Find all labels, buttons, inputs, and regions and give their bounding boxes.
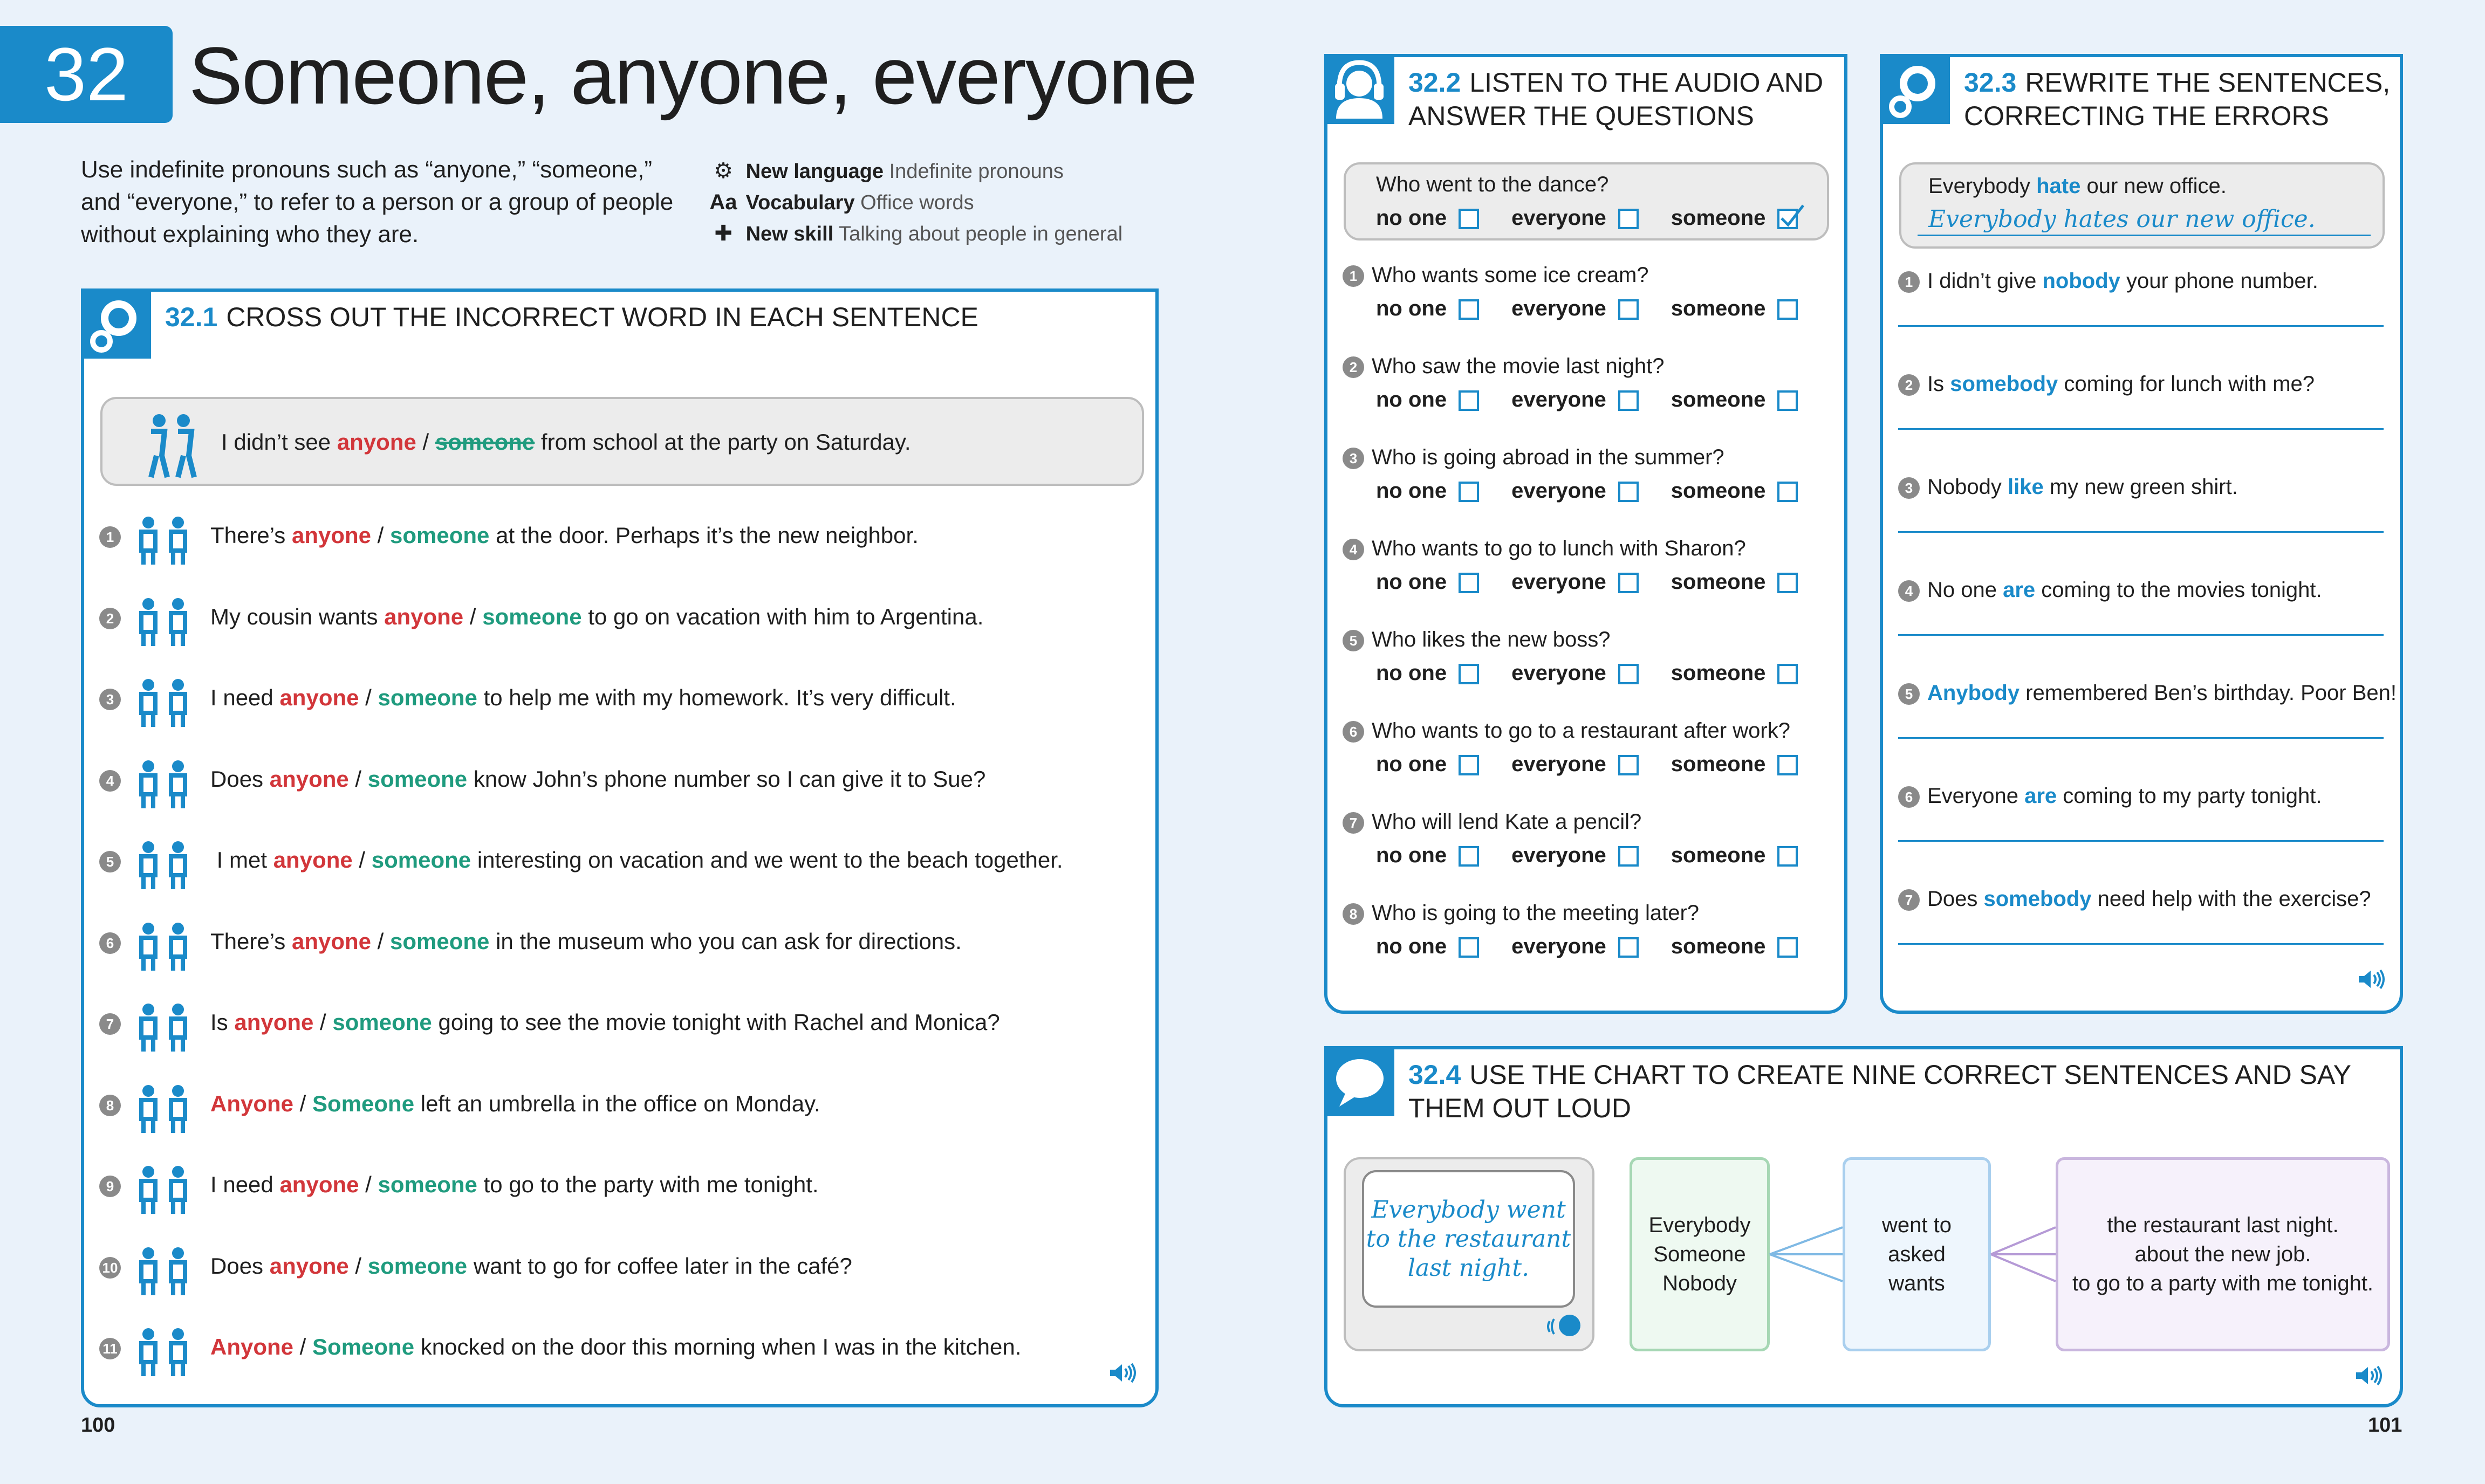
item-number: 6 <box>99 932 121 954</box>
answer-checkbox[interactable] <box>1459 755 1479 775</box>
sentence-text: knocked on the door this morning when I was in the kitchen. <box>414 1334 1022 1360</box>
rewrite-item <box>1898 677 2397 709</box>
sentence-text: to go on vacation with him to Argentina. <box>581 603 984 629</box>
sentence-text: I didn’t give <box>1927 269 2043 293</box>
option-label: someone <box>1671 206 1766 230</box>
rewrite-item <box>1898 265 2318 297</box>
answer-line[interactable] <box>1898 840 2384 842</box>
option-label: someone <box>1671 752 1766 776</box>
exercise-item <box>99 1076 820 1135</box>
chart-column-verbs: went to asked wants <box>1843 1157 1991 1351</box>
slash: / <box>463 603 483 629</box>
sentence-text: your phone number. <box>2120 269 2318 293</box>
item-number: 9 <box>99 1176 121 1197</box>
exercise-32-1-panel <box>81 288 1159 1407</box>
sentence-text: remembered Ben’s birthday. Poor Ben! <box>2020 681 2397 705</box>
sentence-text: interesting on vacation and we went to the beach together. <box>471 847 1063 873</box>
slash: / <box>293 1334 313 1360</box>
option-label: someone <box>1671 297 1766 320</box>
question-item <box>1343 534 1746 562</box>
answer-checkbox[interactable] <box>1459 390 1479 411</box>
speaking-head-icon <box>1545 1310 1583 1343</box>
exercise-32-2-panel <box>1324 54 1847 1014</box>
option-label: someone <box>1671 843 1766 867</box>
sample-rewrite-box <box>1899 162 2385 249</box>
question-item <box>1343 261 1649 289</box>
exercise-item <box>99 751 985 810</box>
chart-column-endings: the restaurant last night. about the new job. to go to a party with me tonight. <box>2056 1157 2390 1351</box>
answer-options <box>1376 568 1830 596</box>
option-label: everyone <box>1511 388 1606 411</box>
puzzle-icon: ✚ <box>714 222 733 245</box>
option-label: everyone <box>1511 843 1606 867</box>
audio-speaker-icon[interactable] <box>2355 1365 2383 1386</box>
answer-checkbox[interactable] <box>1459 937 1479 958</box>
answer-checkbox[interactable] <box>1777 664 1798 684</box>
exercise-32-4-panel <box>1324 1046 2403 1407</box>
answer-options <box>1376 659 1830 687</box>
answer-checkbox[interactable] <box>1618 573 1639 593</box>
option-a[interactable]: anyone <box>291 523 372 548</box>
sentence-text: Everyone <box>1927 784 2025 808</box>
sentence-text: coming to my party tonight. <box>2057 784 2322 808</box>
sentence-text: in the museum who you can ask for directions. <box>489 928 962 954</box>
rewrite-item <box>1898 574 2322 606</box>
slash: / <box>293 1090 313 1116</box>
option-label: no one <box>1376 752 1447 776</box>
meta-new-language: ⚙ New language Indefinite pronouns <box>707 155 1064 187</box>
sentence-text: at the door. Perhaps it’s the new neighbor. <box>489 523 919 548</box>
answer-options <box>1376 386 1830 414</box>
option-b[interactable]: someone <box>367 766 468 792</box>
sentence-text: No one <box>1927 578 2003 602</box>
item-number: 5 <box>1343 630 1364 651</box>
sentence-text: going to see the movie tonight with Rachel and Monica? <box>432 1009 1000 1035</box>
error-word: nobody <box>2042 269 2120 293</box>
exercise-title: 32.1 CROSS OUT THE INCORRECT WORD IN EACH SENTENCE <box>165 302 978 332</box>
gear-icon <box>81 288 151 359</box>
item-number: 2 <box>99 608 121 629</box>
answer-checkbox[interactable] <box>1777 390 1798 411</box>
sample-sentence: Everybody hate our new office. <box>1928 174 2227 198</box>
option-b[interactable]: someone <box>367 1253 468 1279</box>
item-number: 11 <box>99 1338 121 1359</box>
answer-line[interactable] <box>1898 737 2384 739</box>
illustration-icon <box>129 1076 205 1135</box>
option-b[interactable]: someone <box>482 603 582 629</box>
error-word: are <box>2024 784 2057 808</box>
item-number: 1 <box>1898 271 1920 293</box>
rewrite-item <box>1898 780 2322 812</box>
answer-options <box>1376 294 1830 322</box>
sample-answer: Everybody hates our new office. <box>1928 205 2316 233</box>
sentence-text: Nobody <box>1927 475 2008 499</box>
answer-line[interactable] <box>1898 325 2384 327</box>
page-number-right: 101 <box>2368 1414 2402 1437</box>
item-number: 4 <box>1343 539 1364 560</box>
answer-checkbox[interactable] <box>1618 755 1639 775</box>
slash: / <box>352 847 372 873</box>
slash: / <box>371 928 391 954</box>
answer-options <box>1376 841 1830 869</box>
answer-checkbox[interactable] <box>1618 937 1639 958</box>
error-word: like <box>2007 475 2044 499</box>
speech-bubble: Everybody went to the restaurant last night. <box>1362 1170 1575 1308</box>
slash: / <box>348 766 368 792</box>
sentence-text: coming to the movies tonight. <box>2035 578 2322 602</box>
exercise-item <box>99 913 962 973</box>
chart-connector-lines <box>1988 1157 2058 1351</box>
rewrite-item <box>1898 368 2315 400</box>
answer-checkbox[interactable] <box>1618 209 1639 229</box>
chart-connector-lines <box>1767 1157 1848 1351</box>
option-label: everyone <box>1511 297 1606 320</box>
page-title: Someone, anyone, everyone <box>189 30 1196 121</box>
question-text: Who is going to the meeting later? <box>1372 901 1700 925</box>
error-word: are <box>2003 578 2036 602</box>
sentence-text: know John’s phone number so I can give it to Sue? <box>467 766 986 792</box>
option-a[interactable]: Anyone <box>210 1090 294 1116</box>
option-a[interactable]: anyone <box>269 766 349 792</box>
error-word: Anybody <box>1927 681 2020 705</box>
item-number: 1 <box>99 526 121 548</box>
audio-speaker-icon[interactable] <box>1109 1362 1137 1384</box>
item-number: 5 <box>1898 683 1920 705</box>
option-label: no one <box>1376 570 1447 594</box>
item-number: 6 <box>1898 786 1920 808</box>
item-number: 3 <box>99 689 121 710</box>
item-number: 8 <box>99 1095 121 1116</box>
question-item <box>1343 443 1724 471</box>
page-number-left: 100 <box>81 1414 115 1437</box>
headphones-icon <box>1324 54 1394 124</box>
option-a[interactable]: anyone <box>384 603 464 629</box>
sentence-text: my new green shirt. <box>2043 475 2238 499</box>
answer-checkbox[interactable] <box>1777 299 1798 320</box>
option-label: everyone <box>1511 570 1606 594</box>
answer-checkbox[interactable] <box>1777 573 1798 593</box>
sentence-text: left an umbrella in the office on Monday. <box>414 1090 820 1116</box>
item-number: 4 <box>99 770 121 792</box>
question-item <box>1343 626 1610 654</box>
item-number: 5 <box>99 851 121 872</box>
illustration-icon <box>129 994 205 1054</box>
sample-sentence: I didn’t see anyone / someone from school at the party on Saturday. <box>221 429 911 455</box>
answer-checkbox[interactable] <box>1459 573 1479 593</box>
question-text: Who will lend Kate a pencil? <box>1372 810 1642 834</box>
illustration-icon <box>129 1238 205 1297</box>
answer-checkbox[interactable] <box>1618 664 1639 684</box>
sentence-text: need help with the exercise? <box>2091 887 2371 911</box>
answer-checkbox[interactable] <box>1459 664 1479 684</box>
answer-checkbox[interactable] <box>1459 209 1479 229</box>
rewrite-item <box>1898 883 2371 915</box>
sentence-text: I met <box>210 847 273 873</box>
option-a[interactable]: anyone <box>273 847 353 873</box>
option-b[interactable]: someone <box>390 928 490 954</box>
exercise-title: 32.2 LISTEN TO THE AUDIO AND ANSWER THE QUESTIONS <box>1408 67 1824 131</box>
sentence-text: Does <box>210 1253 270 1279</box>
answer-checkbox[interactable] <box>1618 846 1639 867</box>
question-item <box>1343 717 1790 745</box>
option-label: someone <box>1671 935 1766 958</box>
option-label: someone <box>1671 388 1766 411</box>
sentence-text: My cousin wants <box>210 603 385 629</box>
option-label: no one <box>1376 661 1447 685</box>
error-word: somebody <box>1983 887 2092 911</box>
option-a[interactable]: Anyone <box>210 1334 294 1360</box>
dancers-icon <box>132 404 208 480</box>
option-label: everyone <box>1511 752 1606 776</box>
option-label: everyone <box>1511 935 1606 958</box>
answer-checkbox[interactable] <box>1777 482 1798 502</box>
option-label: someone <box>1671 661 1766 685</box>
option-a[interactable]: anyone <box>269 1253 349 1279</box>
illustration-icon <box>129 751 205 810</box>
rewrite-item <box>1898 471 2238 503</box>
option-label: no one <box>1376 935 1447 958</box>
option-label: everyone <box>1511 206 1606 230</box>
error-word: somebody <box>1950 372 2058 396</box>
answer-checkbox[interactable] <box>1777 846 1798 867</box>
option-label: no one <box>1376 843 1447 867</box>
exercise-item <box>99 589 983 648</box>
question-text: Who wants to go to a restaurant after work? <box>1372 719 1790 743</box>
answer-checkbox[interactable] <box>1459 482 1479 502</box>
exercise-item <box>99 670 956 729</box>
item-number: 1 <box>1343 265 1364 287</box>
unit-number: 32 <box>0 26 173 123</box>
answer-line <box>1918 235 2371 236</box>
sentence-text: coming for lunch with me? <box>2058 372 2315 396</box>
option-b[interactable]: someone <box>378 685 477 711</box>
sample-question: Who went to the dance? <box>1376 173 1609 196</box>
answer-checkbox[interactable] <box>1618 299 1639 320</box>
illustration-icon <box>129 670 205 729</box>
exercise-item <box>99 994 1000 1054</box>
question-text: Who wants some ice cream? <box>1372 263 1649 287</box>
item-number: 7 <box>1343 812 1364 834</box>
answer-options <box>1376 204 1830 232</box>
question-text: Who saw the movie last night? <box>1372 354 1665 378</box>
option-a[interactable]: anyone <box>279 1172 359 1198</box>
exercise-item <box>99 1157 819 1216</box>
sample-sentence-box <box>100 397 1144 486</box>
option-a[interactable]: anyone <box>234 1009 314 1035</box>
question-text: Who likes the new boss? <box>1372 628 1611 651</box>
option-a[interactable]: anyone <box>279 685 359 711</box>
item-number: 2 <box>1898 374 1920 396</box>
option-label: no one <box>1376 206 1447 230</box>
slash: / <box>359 1172 378 1198</box>
sentence-text: I need <box>210 685 280 711</box>
option-label: everyone <box>1511 479 1606 503</box>
intro-text: Use indefinite pronouns such as “anyone,” “someone,” and “everyone,” to refer to a person or a group of people without explaining who they are. <box>81 156 674 248</box>
option-label: no one <box>1376 297 1447 320</box>
exercise-32-3-panel <box>1880 54 2403 1014</box>
item-number: 10 <box>99 1257 121 1279</box>
option-b[interactable]: someone <box>371 847 471 873</box>
option-a[interactable]: anyone <box>291 928 372 954</box>
item-number: 7 <box>99 1013 121 1035</box>
option-label: no one <box>1376 479 1447 503</box>
answer-line[interactable] <box>1898 943 2384 945</box>
speech-example-box <box>1344 1157 1594 1351</box>
answer-line[interactable] <box>1898 428 2384 430</box>
answer-options <box>1376 750 1830 778</box>
question-text: Who is going abroad in the summer? <box>1372 445 1724 469</box>
question-item <box>1343 808 1641 836</box>
item-number: 8 <box>1343 903 1364 925</box>
item-number: 3 <box>1898 477 1920 499</box>
illustration-icon <box>129 913 205 973</box>
item-number: 3 <box>1343 448 1364 469</box>
item-number: 7 <box>1898 889 1920 911</box>
meta-new-skill: ✚ New skill Talking about people in general <box>707 218 1122 250</box>
speech-bubble-icon <box>1324 1046 1394 1116</box>
gear-icon: ⚙ <box>714 159 733 183</box>
slash: / <box>359 685 378 711</box>
chart-column-subjects: Everybody Someone Nobody <box>1630 1157 1770 1351</box>
exercise-item <box>99 507 919 567</box>
answer-checkbox[interactable] <box>1459 846 1479 867</box>
option-b[interactable]: Someone <box>312 1334 415 1360</box>
exercise-item <box>99 832 1063 891</box>
option-b[interactable]: someone <box>390 523 490 548</box>
slash: / <box>371 523 391 548</box>
exercise-title: 32.4 USE THE CHART TO CREATE NINE CORRECT SENTENCES AND SAY THEM OUT LOUD <box>1408 1060 2351 1123</box>
option-label: someone <box>1671 570 1766 594</box>
option-label: someone <box>1671 479 1766 503</box>
exercise-item <box>99 1319 1021 1378</box>
sentence-text: Is <box>210 1009 235 1035</box>
illustration-icon <box>129 507 205 567</box>
sentence-text: There’s <box>210 928 292 954</box>
option-label: everyone <box>1511 661 1606 685</box>
option-b[interactable]: someone <box>378 1172 477 1198</box>
answer-checkbox[interactable] <box>1777 209 1798 229</box>
sentence-text: to go to the party with me tonight. <box>477 1172 819 1198</box>
illustration-icon <box>129 1319 205 1378</box>
item-number: 2 <box>1343 356 1364 378</box>
question-text: Who wants to go to lunch with Sharon? <box>1372 537 1746 560</box>
aa-icon: Aa <box>709 190 737 214</box>
answer-options <box>1376 932 1830 960</box>
question-item <box>1343 352 1664 380</box>
exercise-title: 32.3 REWRITE THE SENTENCES, CORRECTING THE ERRORS <box>1964 67 2391 131</box>
illustration-icon <box>129 1157 205 1216</box>
gear-icon <box>1880 54 1950 124</box>
illustration-icon <box>129 589 205 648</box>
option-b[interactable]: someone <box>332 1009 432 1035</box>
option-label: no one <box>1376 388 1447 411</box>
sentence-text: Is <box>1927 372 1950 396</box>
sentence-text: Does <box>1927 887 1984 911</box>
answer-checkbox[interactable] <box>1777 937 1798 958</box>
sentence-text: Does <box>210 766 270 792</box>
sentence-text: want to go for coffee later in the café? <box>467 1253 852 1279</box>
audio-speaker-icon[interactable] <box>2358 968 2386 990</box>
sentence-text: There’s <box>210 523 292 548</box>
illustration-icon <box>129 832 205 891</box>
sentence-text: I need <box>210 1172 280 1198</box>
answer-line[interactable] <box>1898 634 2384 636</box>
option-b[interactable]: Someone <box>312 1090 415 1116</box>
slash: / <box>348 1253 368 1279</box>
answer-options <box>1376 477 1830 505</box>
answer-line[interactable] <box>1898 531 2384 533</box>
answer-checkbox[interactable] <box>1777 755 1798 775</box>
answer-checkbox[interactable] <box>1618 390 1639 411</box>
exercise-item <box>99 1238 852 1297</box>
answer-checkbox[interactable] <box>1459 299 1479 320</box>
meta-vocabulary: Aa Vocabulary Office words <box>707 187 974 218</box>
question-item <box>1343 899 1699 927</box>
answer-checkbox[interactable] <box>1618 482 1639 502</box>
item-number: 4 <box>1898 580 1920 602</box>
sentence-text: to help me with my homework. It’s very difficult. <box>477 685 956 711</box>
item-number: 6 <box>1343 721 1364 743</box>
slash: / <box>313 1009 333 1035</box>
